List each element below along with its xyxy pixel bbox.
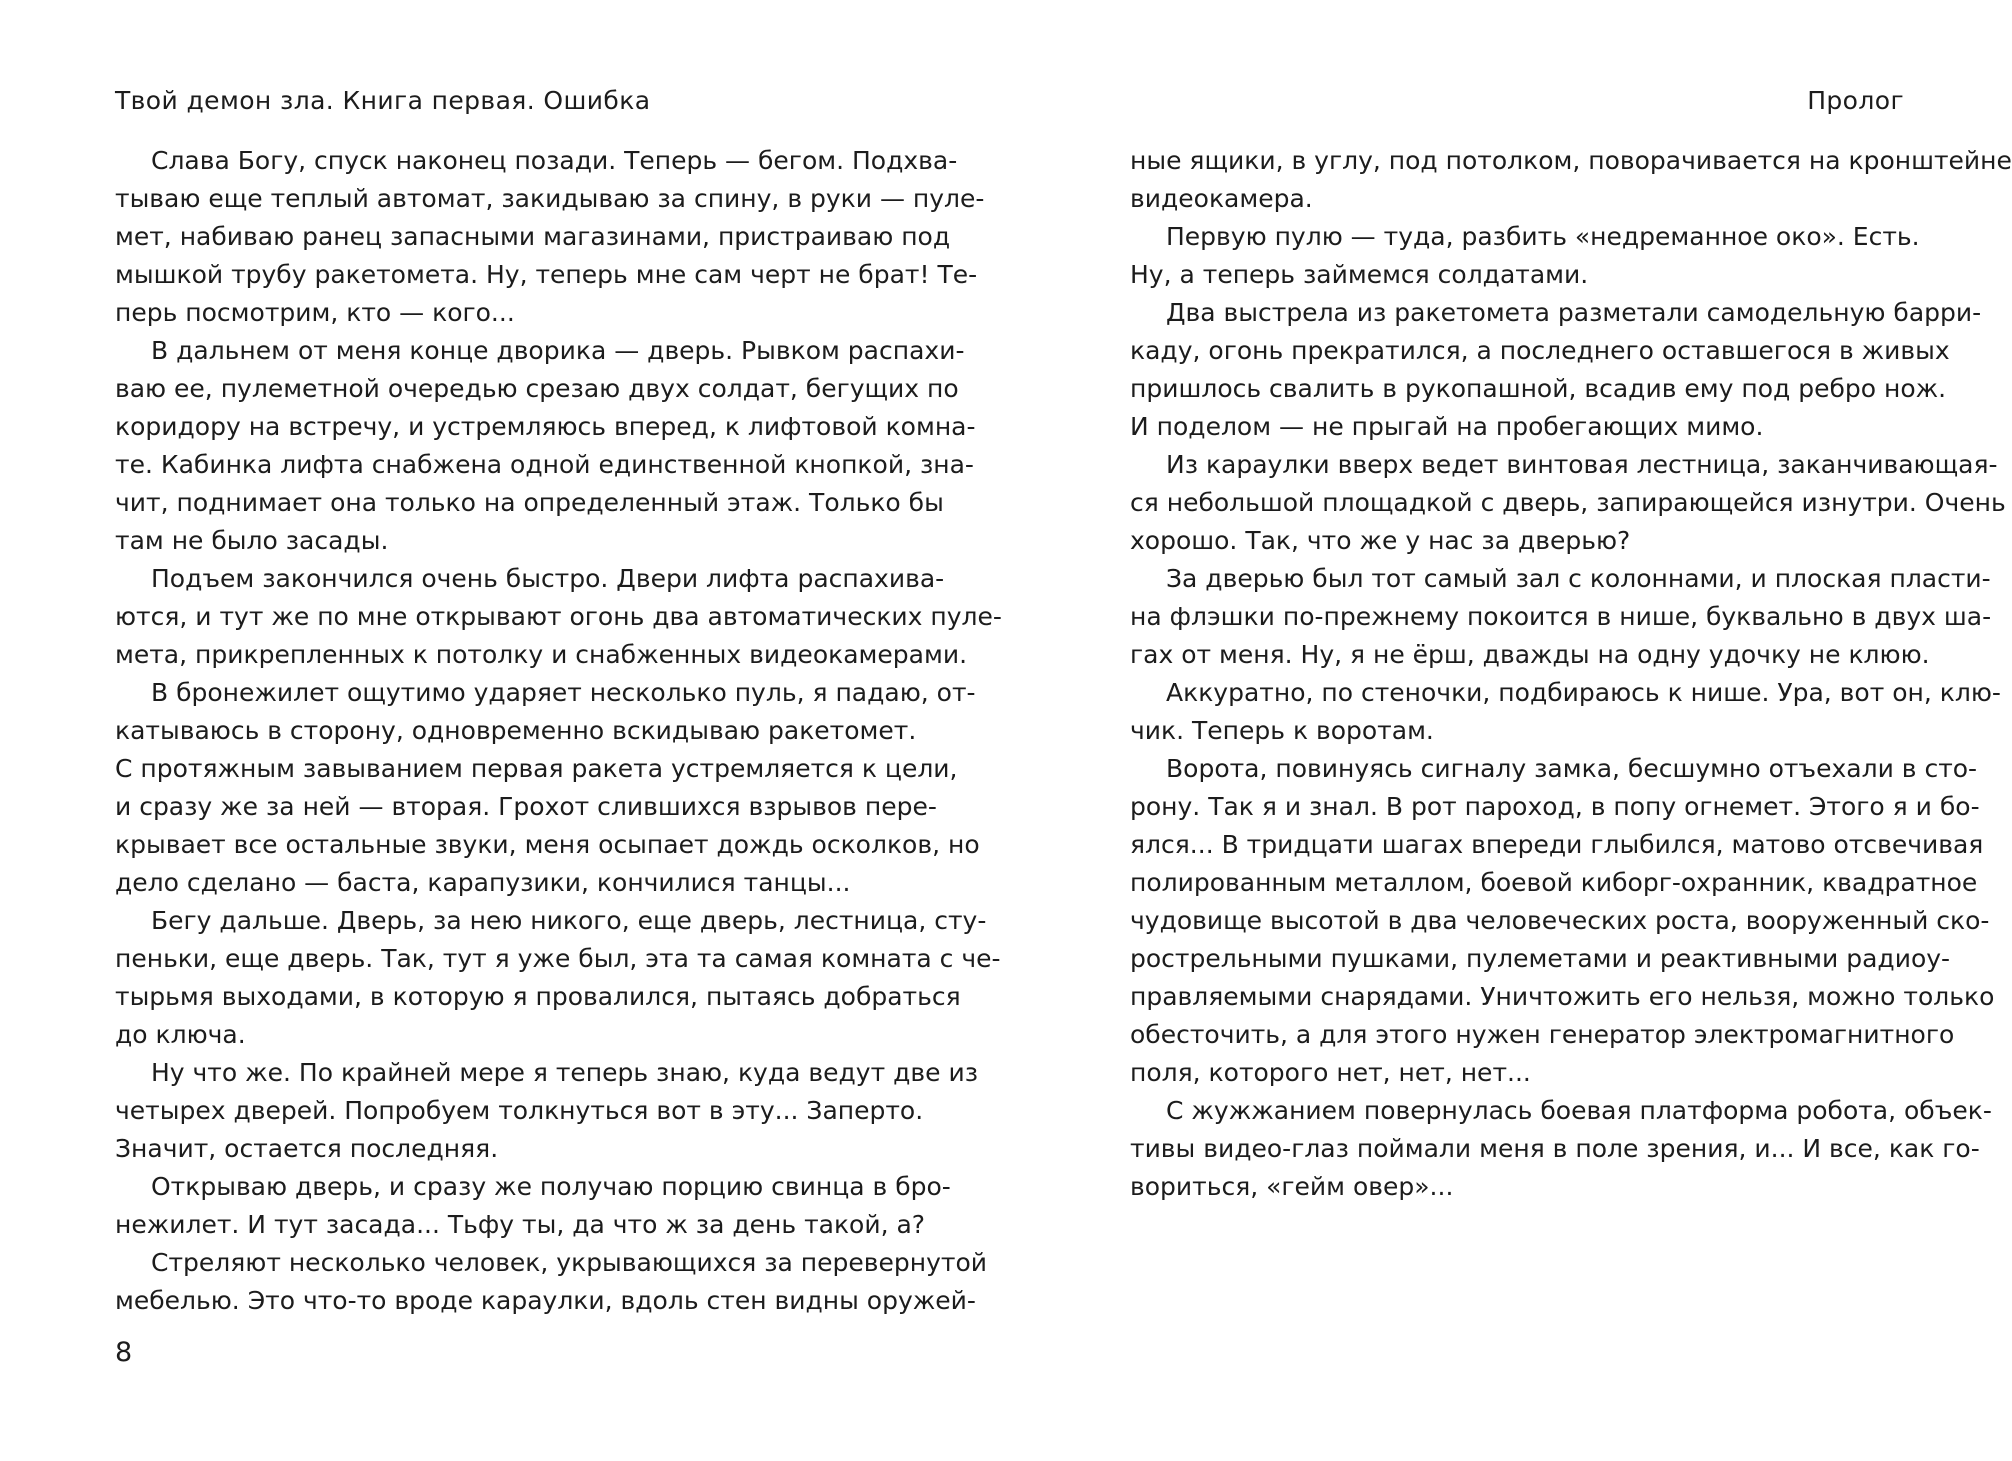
text-line: Ворота, повинуясь сигналу замка, бесшумно отъехали в сто- <box>1166 754 1978 783</box>
text-line: Стреляют несколько человек, укрывающихся за перевернутой <box>151 1248 987 1277</box>
text-line: ялся... В тридцати шагах впереди глыбился, матово отсвечивая <box>1130 830 1984 859</box>
running-head-left: Твой демон зла. Книга первая. Ошибка <box>115 86 651 115</box>
text-line: ные ящики, в углу, под потолком, поворачивается на кронштейне <box>1130 146 2012 175</box>
text-line: перь посмотрим, кто — кого... <box>115 298 515 327</box>
text-line: чудовище высотой в два человеческих роста, вооруженный ско- <box>1130 906 1990 935</box>
right-page <box>1000 0 2012 1461</box>
text-line: чит, поднимает она только на определенный этаж. Только бы <box>115 488 944 517</box>
text-line: нежилет. И тут засада... Тьфу ты, да что ж за день такой, а? <box>115 1210 926 1239</box>
text-line: За дверью был тот самый зал с колоннами, и плоская пласти- <box>1166 564 1991 593</box>
text-line: Аккуратно, по стеночки, подбираюсь к нише. Ура, вот он, клю- <box>1166 678 2001 707</box>
text-line: тываю еще теплый автомат, закидываю за спину, в руки — пуле- <box>115 184 985 213</box>
text-line: те. Кабинка лифта снабжена одной единственной кнопкой, зна- <box>115 450 974 479</box>
text-line: мет, набиваю ранец запасными магазинами, пристраиваю под <box>115 222 951 251</box>
text-line: Подъем закончился очень быстро. Двери лифта распахива- <box>151 564 945 593</box>
text-line: Открываю дверь, и сразу же получаю порцию свинца в бро- <box>151 1172 951 1201</box>
left-page <box>0 0 1000 1461</box>
text-line: на флэшки по-прежнему покоится в нише, буквально в двух ша- <box>1130 602 1992 631</box>
text-line: крывает все остальные звуки, меня осыпает дождь осколков, но <box>115 830 980 859</box>
text-line: И поделом — не прыгай на пробегающих мимо. <box>1130 412 1764 441</box>
text-line: вориться, «гейм овер»... <box>1130 1172 1454 1201</box>
right-page-text <box>1130 142 2012 1206</box>
text-line: Ну, а теперь займемся солдатами. <box>1130 260 1589 289</box>
text-line: Два выстрела из ракетомета разметали самодельную барри- <box>1166 298 1982 327</box>
text-line: правляемыми снарядами. Уничтожить его нельзя, можно только <box>1130 982 1995 1011</box>
text-line: поля, которого нет, нет, нет... <box>1130 1058 1531 1087</box>
text-line: рону. Так я и знал. В рот пароход, в попу огнемет. Этого я и бо- <box>1130 792 1980 821</box>
text-line: В бронежилет ощутимо ударяет несколько пуль, я падаю, от- <box>151 678 976 707</box>
text-line: Значит, остается последняя. <box>115 1134 499 1163</box>
text-line: Бегу дальше. Дверь, за нею никого, еще дверь, лестница, сту- <box>151 906 987 935</box>
left-page-text <box>115 142 1002 1320</box>
text-line: ваю ее, пулеметной очередью срезаю двух солдат, бегущих по <box>115 374 959 403</box>
text-line: обесточить, а для этого нужен генератор электромагнитного <box>1130 1020 1955 1049</box>
text-line: ются, и тут же по мне открывают огонь два автоматических пуле- <box>115 602 1002 631</box>
text-line: мета, прикрепленных к потолку и снабженных видеокамерами. <box>115 640 968 669</box>
text-line: ся небольшой площадкой с дверь, запирающейся изнутри. Очень <box>1130 488 2006 517</box>
text-line: до ключа. <box>115 1020 246 1049</box>
text-line: В дальнем от меня конце дворика — дверь. Рывком распахи- <box>151 336 965 365</box>
text-line: С жужжанием повернулась боевая платформа робота, объек- <box>1166 1096 1992 1125</box>
page-number: 8 <box>115 1337 133 1368</box>
text-line: чик. Теперь к воротам. <box>1130 716 1434 745</box>
text-line: гах от меня. Ну, я не ёрш, дважды на одну удочку не клюю. <box>1130 640 1930 669</box>
text-line: коридору на встречу, и устремляюсь вперед, к лифтовой комна- <box>115 412 976 441</box>
text-line: рострельными пушками, пулеметами и реактивными радиоу- <box>1130 944 1951 973</box>
text-line: Первую пулю — туда, разбить «недреманное око». Есть. <box>1166 222 1920 251</box>
text-line: видеокамера. <box>1130 184 1313 213</box>
text-line: четырех дверей. Попробуем толкнуться вот в эту... Заперто. <box>115 1096 924 1125</box>
text-line: Ну что же. По крайней мере я теперь знаю, куда ведут две из <box>151 1058 978 1087</box>
text-line: полированным металлом, боевой киборг-охранник, квадратное <box>1130 868 1978 897</box>
text-line: и сразу же за ней — вторая. Грохот слившихся взрывов пере- <box>115 792 937 821</box>
text-line: пеньки, еще дверь. Так, тут я уже был, эта та самая комната с че- <box>115 944 1001 973</box>
text-line: дело сделано — баста, карапузики, кончилися танцы... <box>115 868 851 897</box>
running-head-right: Пролог <box>1807 86 1904 115</box>
text-line: С протяжным завыванием первая ракета устремляется к цели, <box>115 754 958 783</box>
text-line: тырьмя выходами, в которую я провалился, пытаясь добраться <box>115 982 961 1011</box>
text-line: пришлось свалить в рукопашной, всадив ему под ребро нож. <box>1130 374 1947 403</box>
text-line: катываюсь в сторону, одновременно вскидываю ракетомет. <box>115 716 917 745</box>
text-line: хорошо. Так, что же у нас за дверью? <box>1130 526 1631 555</box>
text-line: Из караулки вверх ведет винтовая лестница, заканчивающая- <box>1166 450 1998 479</box>
text-line: тивы видео-глаз поймали меня в поле зрения, и... И все, как го- <box>1130 1134 1980 1163</box>
text-line: мышкой трубу ракетомета. Ну, теперь мне сам черт не брат! Те- <box>115 260 978 289</box>
text-line: каду, огонь прекратился, а последнего оставшегося в живых <box>1130 336 1950 365</box>
text-line: там не было засады. <box>115 526 389 555</box>
text-line: Слава Богу, спуск наконец позади. Теперь — бегом. Подхва- <box>151 146 958 175</box>
text-line: мебелью. Это что-то вроде караулки, вдоль стен видны оружей- <box>115 1286 976 1315</box>
